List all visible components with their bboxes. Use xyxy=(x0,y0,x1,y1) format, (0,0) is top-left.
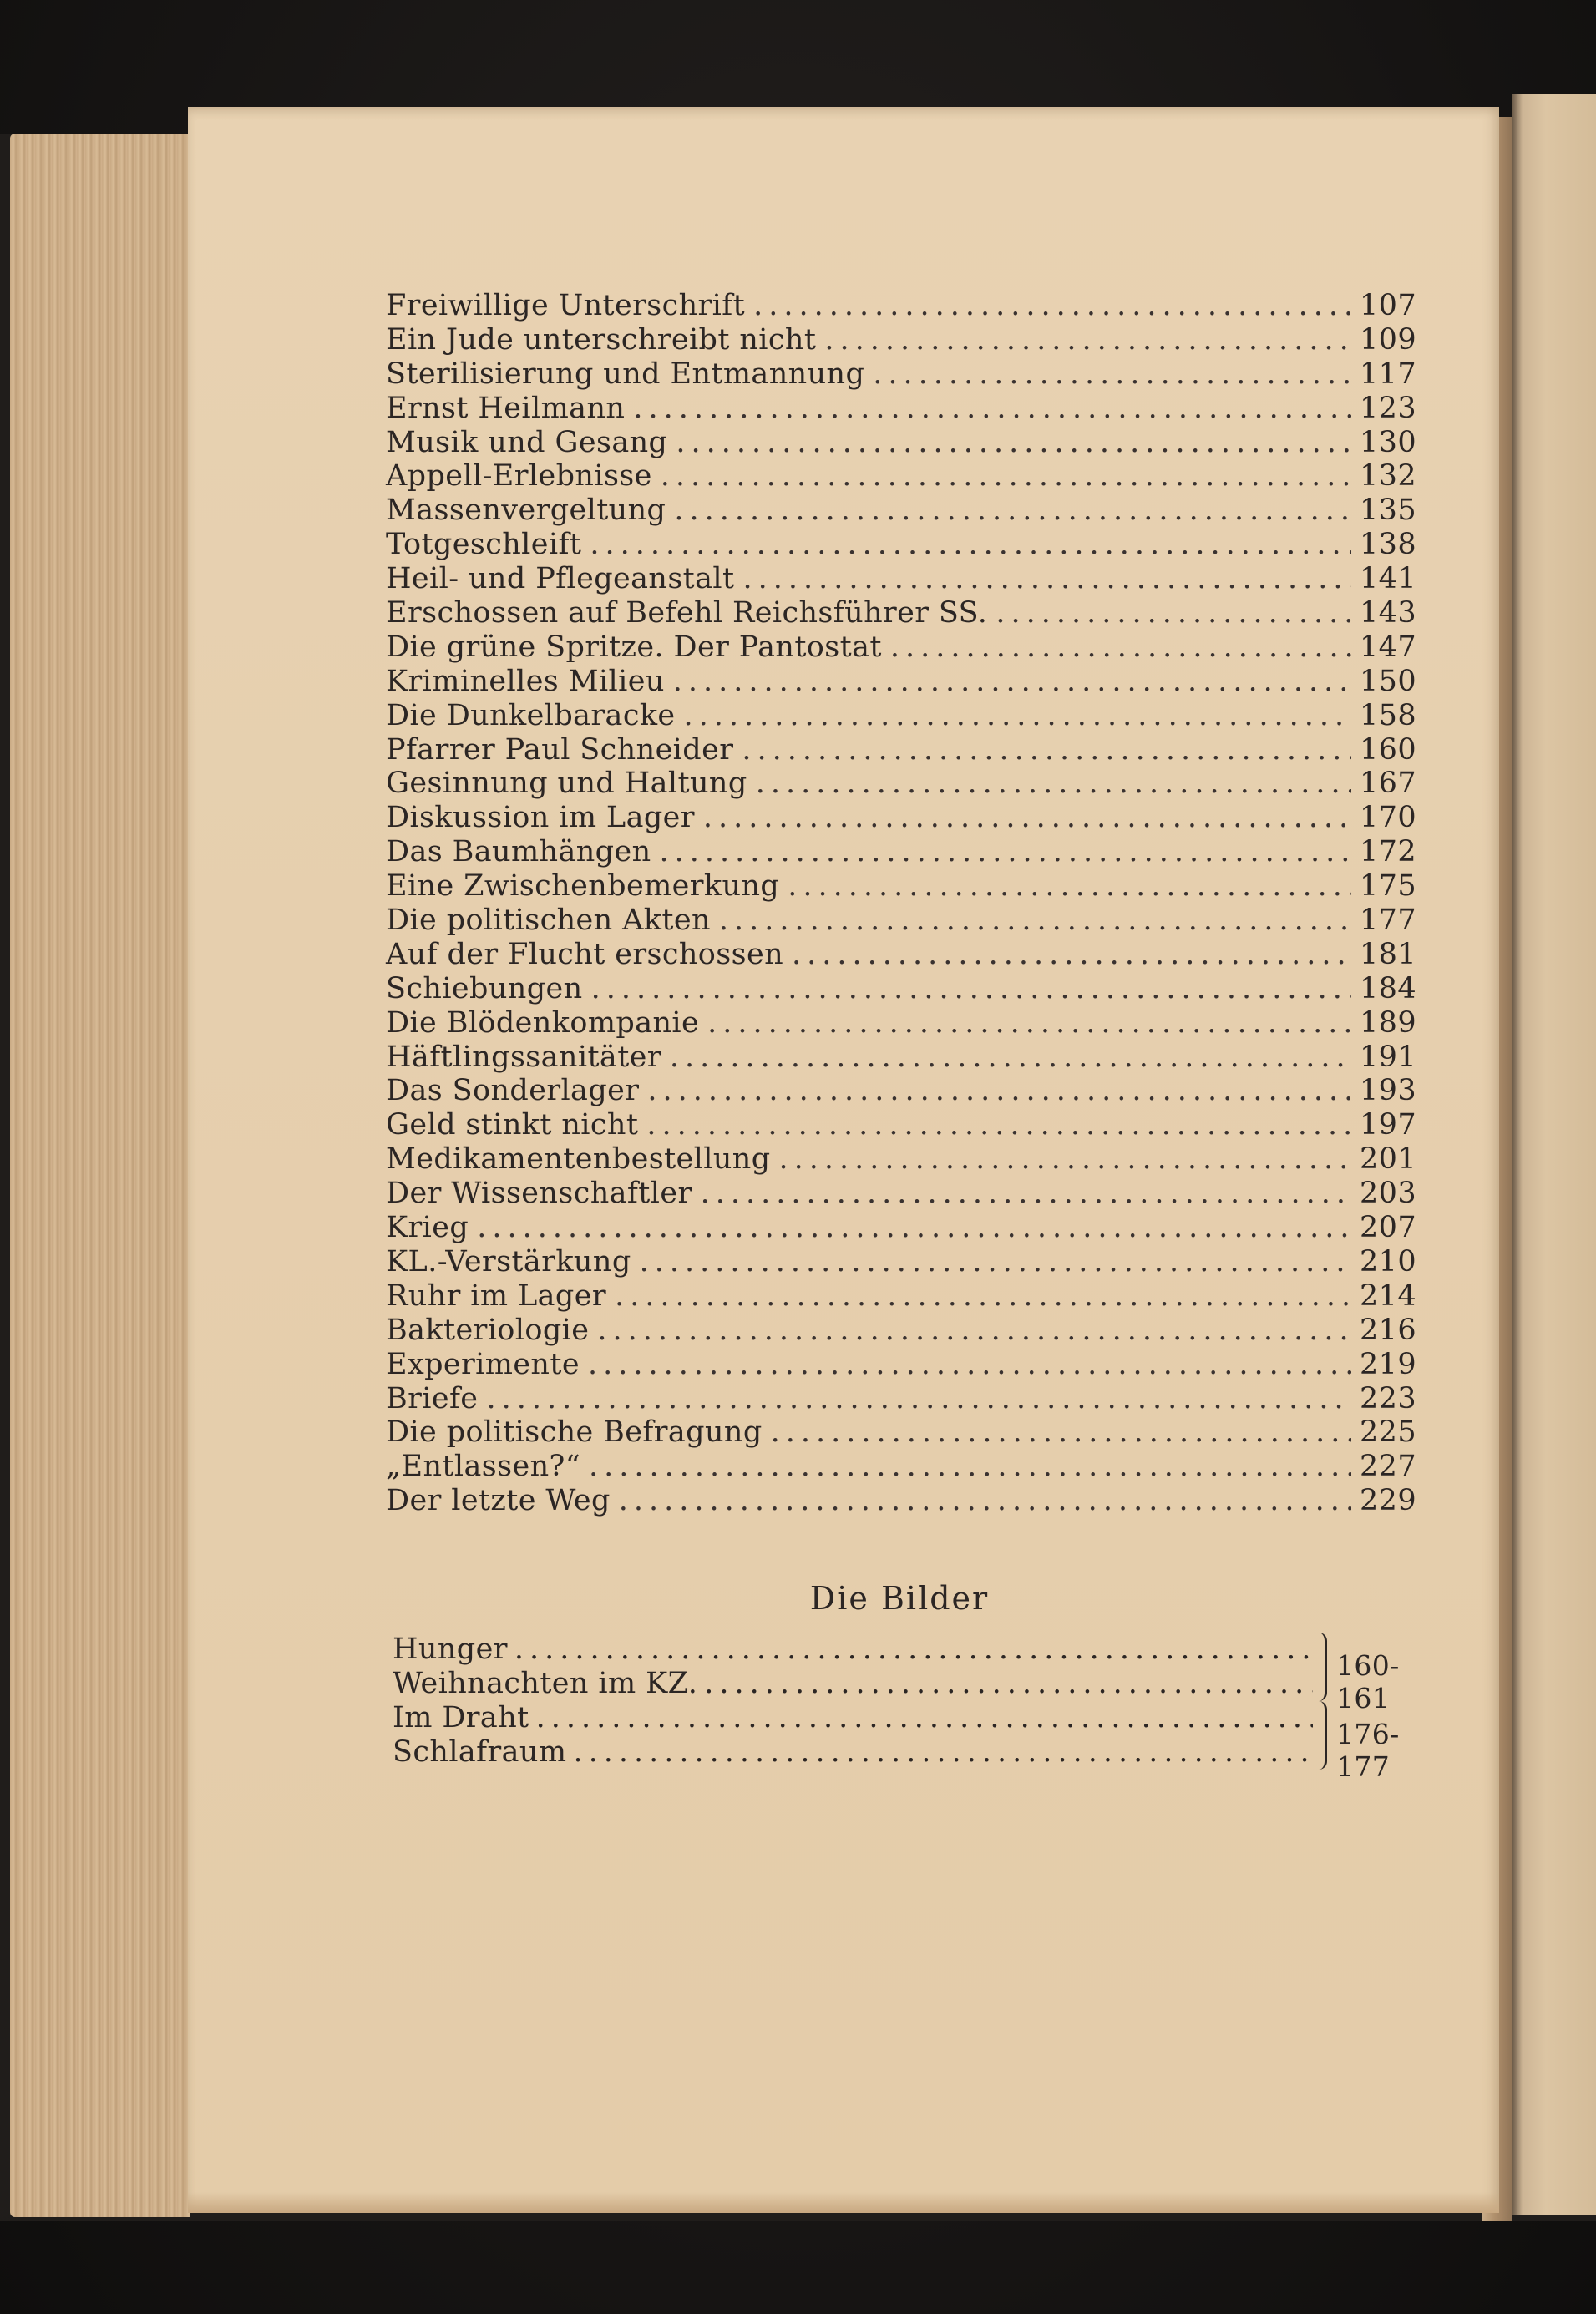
leader-dots xyxy=(673,665,1351,699)
section-heading-bilder: Die Bilder xyxy=(809,1580,990,1617)
illustration-entry xyxy=(393,1633,1320,1667)
toc-entry-title: Massenvergeltung xyxy=(386,494,666,528)
toc-entry-title: Appell-Erlebnisse xyxy=(386,459,652,494)
toc-entry xyxy=(386,732,1417,767)
brace-icon xyxy=(1310,1633,1327,1701)
toc-entry-title: Erschossen auf Befehl Reichsführer SS. xyxy=(386,596,988,630)
leader-dots xyxy=(890,630,1351,665)
toc-entry xyxy=(386,528,1417,562)
toc-entry xyxy=(386,664,1417,699)
toc-entry-title: Ein Jude unterschreibt nicht xyxy=(386,322,817,357)
leader-dots xyxy=(660,835,1351,869)
toc-entry xyxy=(386,630,1417,665)
toc-entry-page: 117 xyxy=(1360,357,1417,391)
toc-entry-page: 107 xyxy=(1360,289,1417,322)
toc-entry-page: 214 xyxy=(1360,1279,1417,1313)
toc-entry-page: 191 xyxy=(1360,1040,1417,1074)
toc-entry xyxy=(386,1040,1417,1075)
toc-entry-page: 177 xyxy=(1360,904,1417,938)
toc-entry xyxy=(386,322,1417,357)
brace-icon xyxy=(1310,1701,1327,1770)
leader-dots xyxy=(996,596,1351,630)
toc-entry-title: Kriminelles Milieu xyxy=(386,664,665,698)
toc-entry-title: Heil- und Pflegeanstalt xyxy=(386,562,735,596)
page-edges xyxy=(10,134,190,2217)
toc-entry-page: 132 xyxy=(1360,459,1417,494)
toc-entry xyxy=(386,937,1417,972)
toc-entry-page: 193 xyxy=(1360,1074,1417,1108)
toc-entry-page: 225 xyxy=(1360,1415,1417,1450)
toc-entry-title: Ernst Heilmann xyxy=(386,391,626,425)
toc-entry-page: 138 xyxy=(1360,528,1417,562)
toc-entry-title: Totgeschleift xyxy=(386,528,582,562)
leader-dots xyxy=(788,869,1351,904)
illustration-title: Hunger xyxy=(393,1633,508,1666)
table-of-contents xyxy=(386,289,1417,1518)
toc-entry xyxy=(386,1142,1417,1177)
toc-entry-page: 184 xyxy=(1360,971,1417,1005)
toc-entry xyxy=(386,357,1417,392)
toc-entry xyxy=(386,1177,1417,1211)
toc-entry xyxy=(386,1074,1417,1108)
toc-entry-title: Der letzte Weg xyxy=(386,1484,611,1518)
toc-entry-page: 216 xyxy=(1360,1313,1417,1347)
toc-entry xyxy=(386,1244,1417,1279)
leader-dots xyxy=(792,938,1351,972)
toc-entry-page: 172 xyxy=(1360,835,1417,869)
toc-entry-title: Gesinnung und Haltung xyxy=(386,767,747,801)
toc-entry-title: Medikamentenbestellung xyxy=(386,1142,771,1177)
leader-dots xyxy=(536,1701,1313,1735)
toc-entry-title: Das Sonderlager xyxy=(386,1074,640,1108)
leader-dots xyxy=(588,1348,1351,1382)
toc-entry xyxy=(386,1381,1417,1416)
toc-entry-title: Briefe xyxy=(386,1381,479,1415)
toc-entry-page: 181 xyxy=(1360,937,1417,971)
toc-entry-title: Krieg xyxy=(386,1211,469,1245)
toc-entry xyxy=(386,425,1417,460)
leader-dots xyxy=(674,494,1351,528)
toc-entry-page: 203 xyxy=(1360,1177,1417,1211)
toc-entry-title: Der Wissenschaftler xyxy=(386,1177,692,1211)
leader-dots xyxy=(756,767,1351,801)
page-range: 160-161 xyxy=(1336,1649,1400,1714)
illustration-title: Weihnachten im KZ. xyxy=(393,1666,698,1700)
toc-entry xyxy=(386,1279,1417,1314)
toc-entry xyxy=(386,698,1417,733)
toc-entry-title: Ruhr im Lager xyxy=(386,1279,606,1313)
toc-entry xyxy=(386,391,1417,426)
leader-dots xyxy=(707,1006,1351,1041)
toc-entry xyxy=(386,1347,1417,1382)
toc-entry-page: 227 xyxy=(1360,1450,1417,1484)
toc-entry xyxy=(386,289,1417,323)
page-bottom-edge xyxy=(188,2192,1499,2213)
toc-entry-page: 160 xyxy=(1360,732,1417,767)
page-range: 176-177 xyxy=(1336,1718,1400,1783)
toc-entry xyxy=(386,1211,1417,1245)
leader-dots xyxy=(619,1484,1351,1518)
toc-entry xyxy=(386,767,1417,801)
leader-dots xyxy=(591,972,1351,1006)
toc-entry-page: 109 xyxy=(1360,322,1417,357)
leader-dots xyxy=(670,1041,1351,1075)
toc-entry-title: „Entlassen?“ xyxy=(386,1450,580,1484)
toc-entry-page: 201 xyxy=(1360,1142,1417,1177)
leader-dots xyxy=(615,1279,1351,1314)
toc-entry-page: 167 xyxy=(1360,767,1417,801)
leader-dots xyxy=(573,1735,1313,1770)
toc-entry xyxy=(386,562,1417,596)
leader-dots xyxy=(477,1211,1351,1245)
toc-entry xyxy=(386,869,1417,904)
leader-dots xyxy=(684,699,1351,733)
toc-entry-page: 130 xyxy=(1360,425,1417,459)
toc-entry-title: Pfarrer Paul Schneider xyxy=(386,732,734,767)
toc-entry-page: 197 xyxy=(1360,1108,1417,1142)
toc-entry-title: Freiwillige Unterschrift xyxy=(386,289,746,322)
toc-entry-title: Schiebungen xyxy=(386,971,583,1005)
toc-entry xyxy=(386,1415,1417,1450)
toc-entry-title: Sterilisierung und Entmannung xyxy=(386,357,865,391)
toc-entry xyxy=(386,1005,1417,1041)
leader-dots xyxy=(640,1245,1351,1279)
toc-entry xyxy=(386,801,1417,835)
toc-entry-page: 210 xyxy=(1360,1244,1417,1279)
toc-entry xyxy=(386,494,1417,528)
toc-entry-title: Bakteriologie xyxy=(386,1313,590,1347)
leader-dots xyxy=(486,1382,1351,1416)
leader-dots xyxy=(514,1633,1313,1667)
toc-entry-page: 158 xyxy=(1360,698,1417,732)
toc-entry-page: 123 xyxy=(1360,391,1417,425)
toc-entry-title: Das Baumhängen xyxy=(386,835,651,869)
illustration-entry xyxy=(393,1667,1320,1701)
toc-entry xyxy=(386,835,1417,869)
leader-dots xyxy=(633,392,1351,426)
leader-dots xyxy=(742,733,1351,767)
toc-entry-title: Auf der Flucht erschossen xyxy=(386,937,784,971)
toc-entry xyxy=(386,1450,1417,1484)
illustration-title: Im Draht xyxy=(393,1700,529,1734)
toc-entry-title: Diskussion im Lager xyxy=(386,801,695,835)
toc-entry-page: 150 xyxy=(1360,664,1417,698)
leader-dots xyxy=(703,801,1351,835)
toc-entry-page: 229 xyxy=(1360,1484,1417,1518)
toc-entry-page: 147 xyxy=(1360,630,1417,664)
leader-dots xyxy=(824,323,1351,357)
toc-entry-page: 175 xyxy=(1360,869,1417,904)
leader-dots xyxy=(873,357,1351,392)
leader-dots xyxy=(779,1142,1351,1177)
toc-entry xyxy=(386,1313,1417,1348)
toc-entry-title: Experimente xyxy=(386,1347,580,1381)
toc-entry-title: KL.-Verstärkung xyxy=(386,1244,631,1279)
toc-entry-page: 223 xyxy=(1360,1381,1417,1415)
leader-dots xyxy=(753,289,1351,323)
leader-dots xyxy=(704,1667,1313,1701)
leader-dots xyxy=(589,1450,1351,1484)
toc-entry-page: 207 xyxy=(1360,1211,1417,1245)
toc-entry-page: 143 xyxy=(1360,596,1417,630)
toc-entry xyxy=(386,904,1417,938)
leader-dots xyxy=(646,1108,1351,1142)
toc-entry-title: Häftlingssanitäter xyxy=(386,1040,661,1074)
toc-entry-title: Eine Zwischenbemerkung xyxy=(386,869,780,904)
leader-dots xyxy=(590,528,1351,562)
leader-dots xyxy=(742,562,1351,596)
toc-entry xyxy=(386,459,1417,494)
illustration-entry xyxy=(393,1701,1320,1735)
leader-dots xyxy=(647,1074,1351,1108)
toc-entry-title: Die Dunkelbaracke xyxy=(386,698,676,732)
toc-entry-page: 141 xyxy=(1360,562,1417,596)
toc-entry-title: Musik und Gesang xyxy=(386,425,668,459)
toc-entry-title: Die politischen Akten xyxy=(386,904,711,938)
leader-dots xyxy=(597,1314,1351,1348)
toc-entry-title: Die grüne Spritze. Der Pantostat xyxy=(386,630,882,664)
leader-dots xyxy=(771,1415,1351,1450)
toc-entry-page: 189 xyxy=(1360,1005,1417,1040)
toc-entry xyxy=(386,596,1417,630)
illustration-title: Schlafraum xyxy=(393,1734,567,1769)
facing-page-edge xyxy=(1512,94,1596,2215)
toc-entry xyxy=(386,1484,1417,1518)
toc-entry xyxy=(386,1108,1417,1142)
toc-entry-title: Die politische Befragung xyxy=(386,1415,763,1450)
leader-dots xyxy=(661,459,1351,494)
leader-dots xyxy=(719,904,1351,938)
toc-entry-title: Die Blödenkompanie xyxy=(386,1005,700,1040)
toc-entry xyxy=(386,971,1417,1006)
toc-entry-title: Geld stinkt nicht xyxy=(386,1108,639,1142)
toc-entry-page: 135 xyxy=(1360,494,1417,528)
illustration-entry xyxy=(393,1735,1320,1770)
leader-dots xyxy=(701,1177,1351,1211)
toc-entry-page: 170 xyxy=(1360,801,1417,835)
illustrations-list xyxy=(393,1633,1445,1783)
toc-entry-page: 219 xyxy=(1360,1347,1417,1381)
leader-dots xyxy=(676,426,1351,460)
